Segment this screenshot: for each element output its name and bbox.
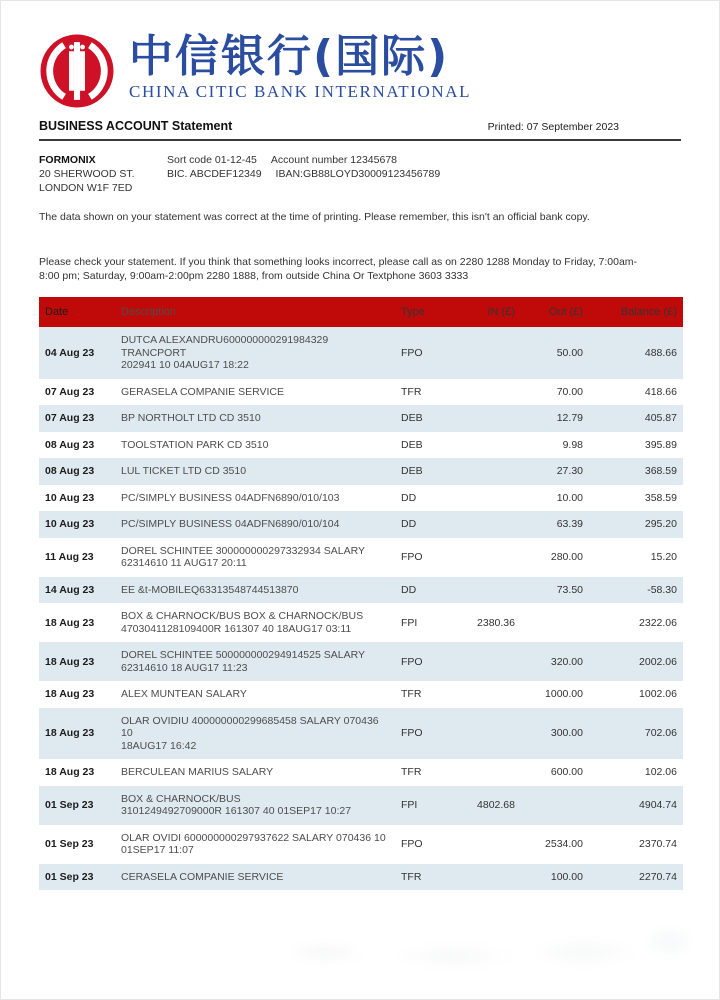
cell-balance: 2322.06 [639, 616, 677, 629]
cell-description: DOREL SCHINTEE 300000000297332934 SALARY 62314610 11 AUG17 20:11 [121, 544, 365, 569]
bank-name-chinese: 中信银行(国际) [129, 31, 450, 82]
header-divider [39, 139, 681, 141]
title-row [39, 119, 681, 133]
cell-date: 18 Aug 23 [45, 727, 95, 740]
cell-description: BOX & CHARNOCK/BUS 3101249492709000R 161307 40 01SEP17 10:27 [121, 792, 352, 817]
table-row [39, 405, 683, 432]
table-row [39, 327, 683, 379]
cell-type: DEB [401, 465, 423, 478]
printed-date: Printed: 07 September 2023 [487, 121, 619, 133]
cell-description: OLAR OVIDIU 400000000299685458 SALARY 070436 10 18AUG17 16:42 [121, 714, 379, 752]
cell-balance: 2002.06 [639, 655, 677, 668]
table-row [39, 825, 683, 864]
cell-balance: 2370.74 [639, 838, 677, 850]
cell-date: 01 Sep 23 [45, 799, 94, 811]
cell-date: 07 Aug 23 [45, 385, 95, 398]
table-row [39, 485, 683, 512]
cell-out-amount: 1000.00 [545, 688, 583, 701]
table-row [39, 642, 683, 681]
table-body [39, 327, 683, 890]
cell-date: 18 Aug 23 [45, 616, 95, 629]
cell-description: EE &t-MOBILEQ63313548744513870 [121, 583, 299, 596]
faint-watermark [261, 913, 691, 985]
cell-date: 01 Sep 23 [45, 870, 94, 883]
table-row [39, 538, 683, 577]
brand-names [129, 33, 471, 102]
sort-code: Sort code 01-12-45 [167, 154, 257, 166]
cell-type: DD [401, 491, 417, 504]
cell-date: 10 Aug 23 [45, 518, 95, 531]
cell-type: TFR [401, 870, 422, 883]
cell-balance: 295.20 [644, 518, 677, 531]
account-block [39, 153, 681, 195]
table-row [39, 864, 683, 891]
cell-type: FPI [401, 616, 418, 629]
cell-type: FPO [401, 838, 423, 850]
cell-description: DUTCA ALEXANDRU600000000291984329 TRANCPORT 202941 10 04AUG17 18:22 [121, 334, 329, 371]
cell-balance: 1002.06 [639, 688, 677, 701]
statement-title: BUSINESS ACCOUNT Statement [39, 119, 233, 133]
cell-out-amount: 27.30 [556, 465, 583, 478]
cell-description: BP NORTHOLT LTD CD 3510 [121, 412, 261, 424]
cell-description: CERASELA COMPANIE SERVICE [121, 870, 284, 883]
table-row [39, 681, 683, 708]
cell-out-amount: 280.00 [550, 551, 583, 563]
cell-description: OLAR OVIDI 600000000297937622 SALARY 070436 10 01SEP17 11:07 [121, 831, 386, 856]
cell-description: BERCULEAN MARIUS SALARY [121, 766, 274, 778]
cell-balance: 358.59 [644, 491, 677, 504]
cell-date: 18 Aug 23 [45, 688, 95, 701]
cell-type: DD [401, 583, 417, 596]
cell-type: TFR [401, 766, 422, 779]
table-row [39, 511, 683, 538]
cell-out-amount: 10.00 [556, 491, 583, 504]
cell-date: 07 Aug 23 [45, 412, 95, 425]
cell-balance: 405.87 [644, 412, 677, 425]
address-line-2: LONDON W1F 7ED [39, 182, 133, 194]
cell-balance: 368.59 [644, 465, 677, 478]
table-row [39, 458, 683, 485]
cell-type: TFR [401, 688, 422, 701]
col-header-date: Date [45, 306, 69, 318]
account-numbers [167, 153, 440, 195]
table-row [39, 603, 683, 642]
account-number: Account number 12345678 [270, 154, 397, 166]
col-header-out: Out (£) [548, 306, 583, 318]
cell-out-amount: 9.98 [562, 438, 583, 451]
cell-out-amount: 320.00 [550, 655, 583, 668]
data-correct-notice: The data shown on your statement was correct at the time of printing. Please remember, this isn't an official bank copy. [39, 211, 590, 223]
table-row [39, 577, 683, 604]
cell-date: 18 Aug 23 [45, 655, 95, 668]
brand-header [39, 33, 681, 109]
cell-date: 08 Aug 23 [45, 465, 95, 478]
account-holder: FORMONIX [39, 154, 96, 166]
cell-balance: 102.06 [644, 766, 677, 779]
cell-description: BOX & CHARNOCK/BUS BOX & CHARNOCK/BUS 4703041128109400R 161307 40 18AUG17 03:11 [121, 610, 364, 635]
col-header-in: IN (£) [487, 306, 515, 318]
account-address [39, 153, 167, 195]
check-statement-notice: Please check your statement. If you think that something looks incorrect, please call as on 2280 1288 Monday to Friday, 7:00am-8:00 pm; Saturday, 9:00am-2:00pm 2280 1888, from outside China Or Textphone 3603 3333 [39, 256, 638, 282]
cell-date: 18 Aug 23 [45, 766, 95, 779]
col-header-type: Type [401, 306, 425, 318]
cell-balance: 418.66 [644, 385, 677, 398]
cell-date: 08 Aug 23 [45, 438, 95, 451]
cell-balance: -58.30 [647, 583, 677, 596]
cell-type: TFR [401, 385, 422, 398]
cell-balance: 4904.74 [639, 799, 677, 811]
cell-out-amount: 12.79 [556, 412, 583, 425]
cell-balance: 488.66 [644, 346, 677, 359]
cell-type: FPO [401, 655, 423, 668]
cell-date: 10 Aug 23 [45, 491, 95, 504]
cell-balance: 702.06 [644, 727, 677, 740]
cell-out-amount: 73.50 [556, 583, 583, 596]
cell-description: DOREL SCHINTEE 500000000294914525 SALARY 62314610 18 AUG17 11:23 [121, 649, 365, 674]
cell-out-amount: 600.00 [550, 766, 583, 779]
cell-type: FPI [401, 799, 418, 811]
cell-in-amount: 2380.36 [477, 616, 515, 629]
cell-in-amount: 4802.68 [477, 799, 515, 811]
cell-type: DEB [401, 438, 423, 451]
cell-date: 01 Sep 23 [45, 838, 94, 850]
transactions-table [39, 297, 683, 890]
cell-out-amount: 2534.00 [545, 838, 583, 850]
cell-description: GERASELA COMPANIE SERVICE [121, 385, 284, 398]
cell-description: PC/SIMPLY BUSINESS 04ADFN6890/010/103 [121, 491, 340, 504]
cell-type: FPO [401, 727, 423, 740]
bic-code: BIC. ABCDEF12349 [167, 168, 262, 180]
cell-type: DD [401, 518, 417, 531]
cell-description: TOOLSTATION PARK CD 3510 [121, 438, 269, 451]
cell-out-amount: 100.00 [550, 870, 583, 883]
col-header-balance: Balance (£) [620, 306, 677, 318]
cell-date: 11 Aug 23 [45, 551, 94, 563]
iban-code: IBAN:GB88LOYD30009123456789 [275, 168, 441, 180]
address-line-1: 20 SHERWOOD ST. [39, 168, 135, 180]
bank-name-english: CHINA CITIC BANK INTERNATIONAL [129, 82, 472, 101]
cell-date: 14 Aug 23 [45, 583, 95, 596]
cell-balance: 395.89 [644, 438, 677, 451]
cell-type: FPO [401, 551, 423, 563]
cell-out-amount: 300.00 [550, 727, 583, 740]
cell-out-amount: 70.00 [556, 385, 583, 398]
cell-out-amount: 50.00 [556, 346, 583, 359]
cell-type: FPO [401, 346, 423, 359]
table-row [39, 708, 683, 760]
table-row [39, 759, 683, 786]
col-header-description: Description [121, 305, 177, 318]
cell-out-amount: 63.39 [556, 518, 583, 531]
citic-logo-icon [39, 33, 115, 109]
table-row [39, 379, 683, 406]
cell-type: DEB [401, 412, 423, 425]
cell-description: LUL TICKET LTD CD 3510 [121, 465, 247, 477]
cell-date: 04 Aug 23 [45, 346, 95, 359]
cell-balance: 2270.74 [639, 870, 677, 883]
table-row [39, 432, 683, 459]
cell-description: PC/SIMPLY BUSINESS 04ADFN6890/010/104 [121, 518, 340, 530]
table-row [39, 786, 683, 825]
cell-description: ALEX MUNTEAN SALARY [121, 688, 247, 700]
cell-balance: 15.20 [650, 551, 677, 563]
table-header [39, 297, 683, 327]
